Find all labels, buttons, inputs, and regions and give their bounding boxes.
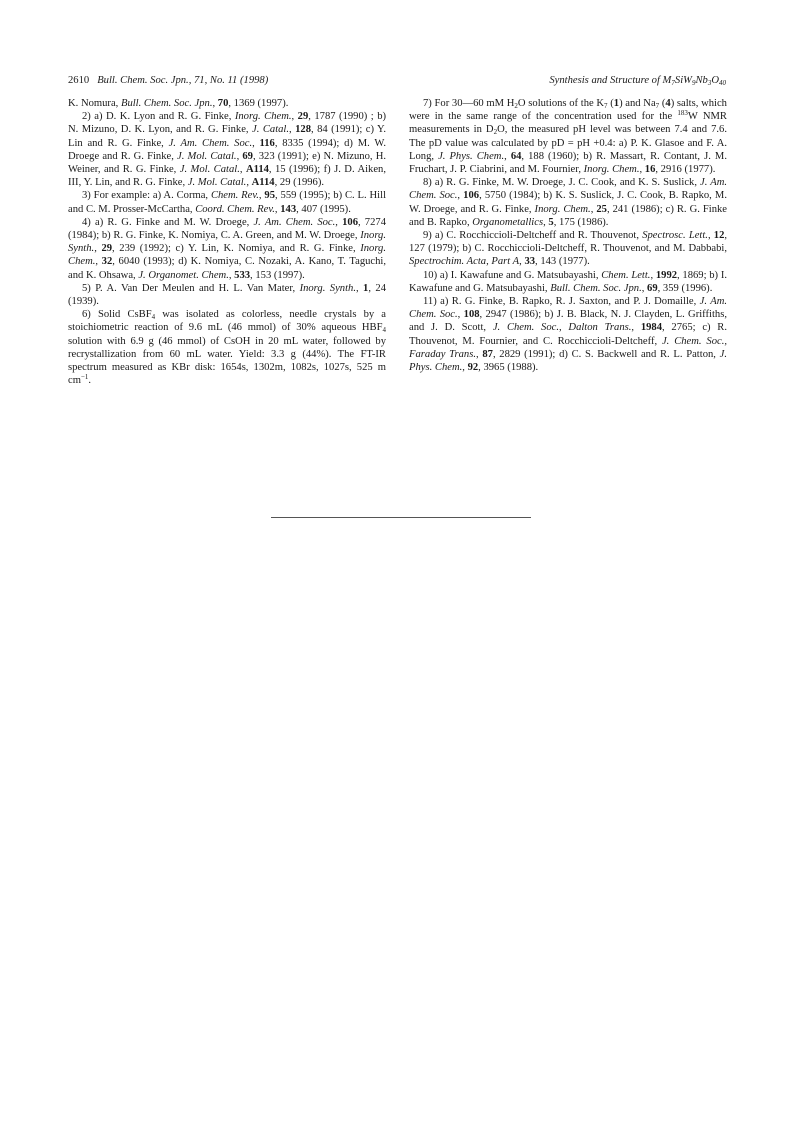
reference-6: 6) Solid CsBF$_4$ was isolated as colorless, needle crystals by a stoichiometric reaction of 9.6 mL (46 mmol) of 30% aqueous $HBF_4$ solution with 6.9 g (46 mmol) of CsOH in 20 mL water, followed by recrystallization from 60 mL water. Yield: 3.3 g (44%). The FT-IR spectrum measured as KBr disk: 1654s, 1302m, 1082s, 1027s, 525 m $cm^{-1}$. bbox=[68, 309, 387, 387]
reference-10: 10) a) I. Kawafune and G. Matsubayashi, Chem. Lett., 1992, 1869; b) I. Kawafune and G. Matsubayashi, Bull. Chem. Soc. Jpn., 69, 359 (1996). bbox=[409, 269, 727, 294]
reference-2: 2) a) D. K. Lyon and R. G. Finke, Inorg. Chem., 29, 1787 (1990) ; b) N. Mizuno, D. K. Lyon, and R. G. Finke, J. Catal., 128, 84 (1991); c) Y. Lin and R. G. Finke, J. Am. Chem. Soc., 116, 8335 (1994); d) M. W. Droege and R. G. Finke, J. Mol. Catal., 69, 323 (1991); e) N. Mizuno, H. Weiner, and R. G. Finke, J. Mol. Catal., A114, 15 (1996); f) J. D. Aiken, III, Y. Lin, and R. G. Finke, J. Mol. Catal., A114, 29 (1996). bbox=[68, 111, 387, 189]
reference-5: 5) P. A. Van Der Meulen and H. L. Van Mater, Inorg. Synth., 1, 24 (1939). bbox=[68, 282, 387, 308]
journal-citation: Bull. Chem. Soc. Jpn., 71, No. 11 (1998) bbox=[97, 75, 269, 86]
end-of-article-rule bbox=[271, 517, 531, 518]
reference-7: 7) For 30—60 mM $H_2O$ solutions of the $K_7$ (1) and $Na_7$ (4) salts, which were in the same range of the concentration used for the $^{183}$W NMR measurements in $D_2O$, the measured pH level was between 7.4 and 7.6. The pD value was calculated by pD = pH +0.4: a) P. K. Glasoe and F. A. Long, J. Phys. Chem., 64, 188 (1960); b) R. Massart, R. Contant, J. M. Fruchart, J. P. Ciabrini, and M. Fournier, Inorg. Chem., 16, 2916 (1977). bbox=[409, 98, 727, 176]
reference-1-continued: K. Nomura, Bull. Chem. Soc. Jpn., 70, 1369 (1997). bbox=[68, 98, 289, 109]
page-number: 2610 bbox=[68, 75, 90, 86]
references-right-column bbox=[409, 97, 727, 374]
reference-4: 4) a) R. G. Finke and M. W. Droege, J. Am. Chem. Soc., 106, 7274 (1984); b) R. G. Finke, K. Nomiya, C. A. Green, and M. W. Droege, Inorg. Synth., 29, 239 (1992); c) Y. Lin, K. Nomiya, and R. G. Finke, Inorg. Chem., 32, 6040 (1993); d) K. Nomiya, C. Nozaki, A. Kano, T. Taguchi, and K. Ohsawa, J. Organomet. Chem., 533, 153 (1997). bbox=[68, 216, 387, 281]
running-header bbox=[68, 74, 726, 88]
reference-8: 8) a) R. G. Finke, M. W. Droege, J. C. Cook, and K. S. Suslick, J. Am. Chem. Soc., 106, 5750 (1984); b) K. S. Suslick, J. C. Cook, B. Rapko, M. W. Droege, and R. G. Finke, Inorg. Chem., 25, 241 (1986); c) R. G. Finke and B. Rapko, Organometallics, 5, 175 (1986). bbox=[409, 177, 727, 228]
reference-11: 11) a) R. G. Finke, B. Rapko, R. J. Saxton, and P. J. Domaille, J. Am. Chem. Soc., 108, 2947 (1986); b) J. B. Black, N. J. Clayden, L. Griffiths, and J. D. Scott, J. Chem. Soc., Dalton Trans., 1984, 2765; c) R. Thouvenot, M. Fournier, and C. Rocchiccioli-Deltcheff, J. Chem. Soc., Faraday Trans., 87, 2829 (1991); d) C. S. Backwell and R. L. Patton, J. Phys. Chem., 92, 3965 (1988). bbox=[409, 296, 728, 374]
references-left-column bbox=[68, 97, 386, 387]
header-left bbox=[68, 74, 268, 88]
reference-9: 9) a) C. Rocchiccioli-Deltcheff and R. Thouvenot, Spectrosc. Lett., 12, 127 (1979); b) C. Rocchiccioli-Deltcheff, R. Thouvenot, and M. Dabbabi, Spectrochim. Acta, Part A, 33, 143 (1977). bbox=[409, 230, 728, 268]
reference-3: 3) For example: a) A. Corma, Chem. Rev., 95, 559 (1995); b) C. L. Hill and C. M. Prosser-McCartha, Coord. Chem. Rev., 143, 407 (1995). bbox=[68, 190, 387, 215]
article-title: Synthesis and Structure of $M_7SiW_9Nb_3O_{40}$ bbox=[549, 75, 726, 87]
